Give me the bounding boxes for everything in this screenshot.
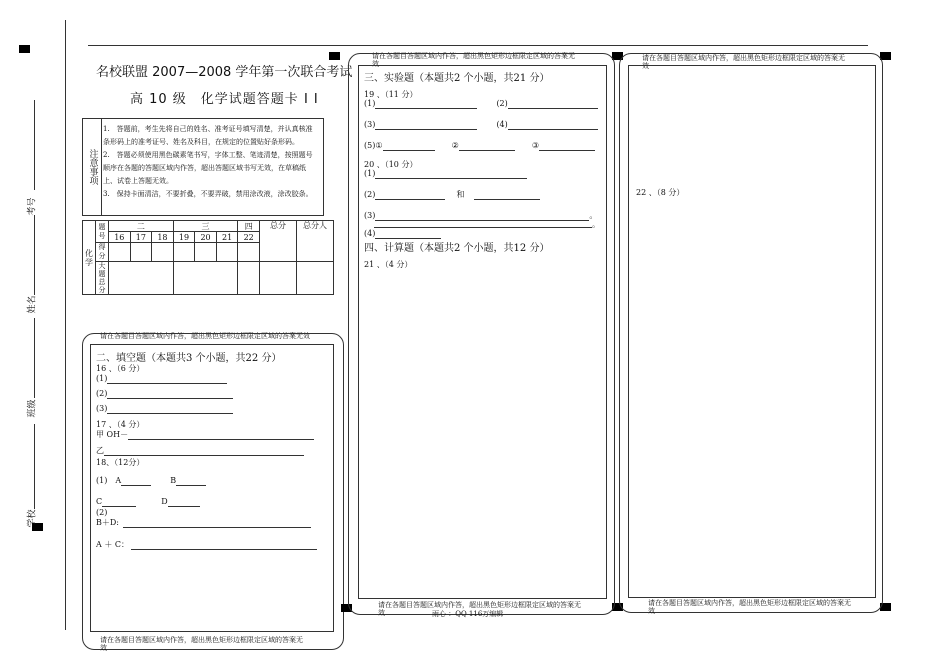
school-label: 学校 bbox=[27, 509, 38, 528]
subject-cell: 化学 bbox=[83, 221, 96, 295]
q16-1 bbox=[96, 374, 227, 384]
exam-title: 名校联盟 2007—2008 学年第一次联合考试 bbox=[96, 65, 353, 80]
q22-title: 22 、（8 分） bbox=[636, 188, 685, 197]
warning-bottom-part2 bbox=[100, 636, 303, 652]
score-cell[interactable] bbox=[109, 243, 131, 262]
q18-BD-label: B＋D: bbox=[96, 518, 119, 527]
part2-answer-box bbox=[90, 344, 334, 632]
q16-3-label: (3) bbox=[96, 404, 108, 413]
registration-mark-top-left bbox=[19, 45, 30, 53]
binding-line bbox=[65, 20, 66, 630]
section-total-cell[interactable] bbox=[109, 262, 174, 295]
q18-B-label: B bbox=[170, 476, 177, 485]
q20-3-blank[interactable] bbox=[375, 212, 589, 221]
q18-B-blank[interactable] bbox=[176, 477, 206, 486]
score-cell[interactable] bbox=[130, 243, 152, 262]
q19-4-label: (4) bbox=[496, 120, 508, 129]
q17-title: 17 、（4 分） bbox=[96, 420, 145, 429]
q16-3-blank[interactable] bbox=[107, 405, 233, 414]
notice-item-2: 2. 答题必须使用黑色碳素笔书写，字体工整、笔迹清楚，按照题号顺序在各题的答题区域内作答，超出答题区域书写无效，在草稿纸上、试卷上答题无效。 bbox=[103, 151, 313, 185]
row-label-section-total: 大题总分 bbox=[96, 262, 109, 295]
section-total-cell[interactable] bbox=[238, 262, 260, 295]
q19-2-label: (2) bbox=[496, 99, 508, 108]
q19-title: 19 、（11 分） bbox=[364, 90, 418, 99]
q19-5a-label: (5)① bbox=[364, 141, 383, 150]
notice-item-3: 3. 保持卡面清洁，不要折叠，不要弄破，禁用涂改液，涂改胶条。 bbox=[103, 190, 313, 198]
q18-BD-blank[interactable] bbox=[123, 519, 311, 528]
q17-b-label: 乙 bbox=[96, 446, 104, 455]
score-table bbox=[82, 220, 334, 295]
warning-line-2: 效 bbox=[378, 609, 385, 617]
q20-title: 20 、（10 分） bbox=[364, 160, 418, 169]
q18-CD-row bbox=[96, 497, 200, 507]
q16-3 bbox=[96, 404, 233, 414]
class-line bbox=[34, 318, 35, 398]
q18-D-label: D bbox=[161, 497, 168, 506]
q20-row-2 bbox=[364, 190, 540, 200]
q18-1-row bbox=[96, 476, 206, 486]
q19-5a-blank[interactable] bbox=[383, 142, 435, 151]
q20-3-extra-end: 。 bbox=[592, 220, 600, 229]
question-no: 16 bbox=[109, 232, 131, 243]
q17-a-label: 甲 OH－ bbox=[96, 430, 129, 439]
question-no: 21 bbox=[216, 232, 238, 243]
warning-bottom-part5 bbox=[648, 599, 851, 615]
q20-and-label: 和 bbox=[456, 190, 465, 199]
q19-5b-blank[interactable] bbox=[459, 142, 515, 151]
notice-items bbox=[103, 123, 319, 201]
top-rule bbox=[88, 45, 868, 46]
q19-5c-blank[interactable] bbox=[539, 142, 595, 151]
exam-no-line bbox=[34, 100, 35, 190]
footer-note: 雨心 ：QQ 116万编辑 bbox=[432, 610, 504, 618]
group-2: 二 bbox=[109, 221, 174, 232]
q18-AC-label: A ＋ C： bbox=[96, 540, 129, 549]
q17-b-blank[interactable] bbox=[104, 447, 304, 456]
q19-row-2 bbox=[364, 120, 598, 130]
group-3: 三 bbox=[173, 221, 238, 232]
score-cell[interactable] bbox=[173, 243, 195, 262]
part4-title: 四、计算题（本题共2 个小题，共12 分） bbox=[364, 243, 550, 254]
q20-row-3 bbox=[364, 211, 597, 221]
registration-mark-mid-top bbox=[329, 52, 340, 60]
q20-2a-blank[interactable] bbox=[375, 191, 445, 200]
q20-row-4 bbox=[364, 229, 441, 239]
q20-4-blank[interactable] bbox=[375, 230, 441, 239]
total-header: 总分 bbox=[260, 221, 297, 262]
q19-1-label: (1) bbox=[364, 99, 376, 108]
q20-4-label: (4) bbox=[364, 229, 376, 238]
q19-3-blank[interactable] bbox=[375, 121, 477, 130]
warning-line-1: 请在各题目答题区域内作答，超出黑色矩形边框限定区域的答案无 bbox=[648, 599, 851, 607]
q19-4-blank[interactable] bbox=[508, 121, 598, 130]
warning-line-1: 请在各题目答题区域内作答，超出黑色矩形边框限定区域的答案无 bbox=[372, 52, 575, 60]
q20-1-label: (1) bbox=[364, 169, 376, 178]
group-4: 四 bbox=[238, 221, 260, 232]
q20-1-blank[interactable] bbox=[375, 170, 527, 179]
question-no: 20 bbox=[195, 232, 217, 243]
score-cell[interactable] bbox=[195, 243, 217, 262]
score-cell[interactable] bbox=[216, 243, 238, 262]
warning-line-2: 效 bbox=[372, 60, 379, 68]
q18-C-blank[interactable] bbox=[102, 498, 136, 507]
row-label-score: 得分 bbox=[96, 243, 109, 262]
q18-title: 18、（12分） bbox=[96, 458, 145, 467]
q18-1-label: (1) A bbox=[96, 476, 122, 485]
warning-line-1: 请在各题目答题区域内作答，超出黑色矩形边框限定区域的答案无 bbox=[378, 601, 581, 609]
q20-3-label: (3) bbox=[364, 211, 376, 220]
exam-no-label: 考号 bbox=[27, 197, 38, 216]
q19-3-label: (3) bbox=[364, 120, 376, 129]
q19-1-blank[interactable] bbox=[375, 100, 477, 109]
notice-box bbox=[82, 118, 324, 216]
scorer-cell[interactable] bbox=[297, 262, 334, 295]
question-no: 17 bbox=[130, 232, 152, 243]
q18-AC-blank[interactable] bbox=[131, 541, 317, 550]
scorer-header: 总分人 bbox=[297, 221, 334, 262]
q18-A-blank[interactable] bbox=[121, 477, 151, 486]
part2-title: 二、填空题（本题共3 个小题，共22 分） bbox=[96, 353, 282, 364]
q17-a bbox=[96, 430, 314, 440]
section-total-cell[interactable] bbox=[173, 262, 238, 295]
name-label: 姓名 bbox=[27, 295, 38, 314]
q19-row-5 bbox=[364, 141, 595, 151]
q20-3-end: 。 bbox=[589, 211, 598, 220]
q17-b bbox=[96, 446, 304, 456]
question-no: 22 bbox=[238, 232, 260, 243]
row-label-number: 题号 bbox=[96, 221, 109, 243]
part5-answer-box bbox=[628, 65, 876, 598]
warning-line-2: 效 bbox=[100, 644, 107, 652]
q19-5b-label: ② bbox=[451, 141, 459, 150]
part3-title: 三、实验题（本题共2 个小题，共21 分） bbox=[364, 73, 550, 84]
q16-2-blank[interactable] bbox=[107, 390, 233, 399]
q19-2-blank[interactable] bbox=[508, 100, 598, 109]
warning-line-2: 效 bbox=[648, 607, 655, 615]
q18-BD-row bbox=[96, 518, 311, 528]
q21-title: 21 、（4 分） bbox=[364, 260, 413, 269]
q18-2-label: (2) bbox=[96, 508, 108, 517]
q17-a-blank[interactable] bbox=[128, 431, 314, 440]
q19-row-1 bbox=[364, 99, 598, 109]
q16-title: 16 、（6 分） bbox=[96, 364, 145, 373]
q16-2-label: (2) bbox=[96, 389, 108, 398]
q20-3-extra-line bbox=[374, 227, 592, 228]
q20-row-1 bbox=[364, 169, 527, 179]
q18-C-label: C bbox=[96, 497, 103, 506]
question-no: 19 bbox=[173, 232, 195, 243]
q20-2b-blank[interactable] bbox=[474, 191, 540, 200]
question-no: 18 bbox=[152, 232, 174, 243]
name-line bbox=[34, 215, 35, 295]
q16-1-label: (1) bbox=[96, 374, 108, 383]
q16-2 bbox=[96, 389, 233, 399]
q18-AC-row bbox=[96, 540, 317, 550]
q16-1-blank[interactable] bbox=[107, 375, 227, 384]
class-label: 班级 bbox=[27, 399, 38, 418]
notice-label: 注意事项 bbox=[83, 119, 102, 215]
score-cell[interactable] bbox=[152, 243, 174, 262]
warning-line-1: 请在各题目答题区域内作答，超出黑色矩形边框限定区域的答案无 bbox=[100, 636, 303, 644]
q18-D-blank[interactable] bbox=[168, 498, 200, 507]
score-cell[interactable] bbox=[238, 243, 260, 262]
q19-5c-label: ③ bbox=[531, 141, 540, 150]
warning-line-1: 请在各题目答题区域内作答，超出黑色矩形边框限定区域的答案无 bbox=[642, 54, 845, 62]
warning-top-part2: 请在各题目答题区域内作答，超出黑色矩形边框限定区域的答案无效 bbox=[100, 332, 310, 340]
q20-2-label: (2) bbox=[364, 190, 376, 199]
total-cell[interactable] bbox=[260, 262, 297, 295]
school-line bbox=[34, 424, 35, 509]
card-title: 高 10 级 化学试题答题卡 I I bbox=[130, 92, 319, 107]
notice-item-1: 1. 答题前，考生先将自己的姓名、准考证号填写清楚，并认真核准条形码上的准考证号、姓名及科目，在规定的位置贴好条形码。 bbox=[103, 125, 313, 146]
warning-line-2: 效 bbox=[642, 62, 649, 70]
